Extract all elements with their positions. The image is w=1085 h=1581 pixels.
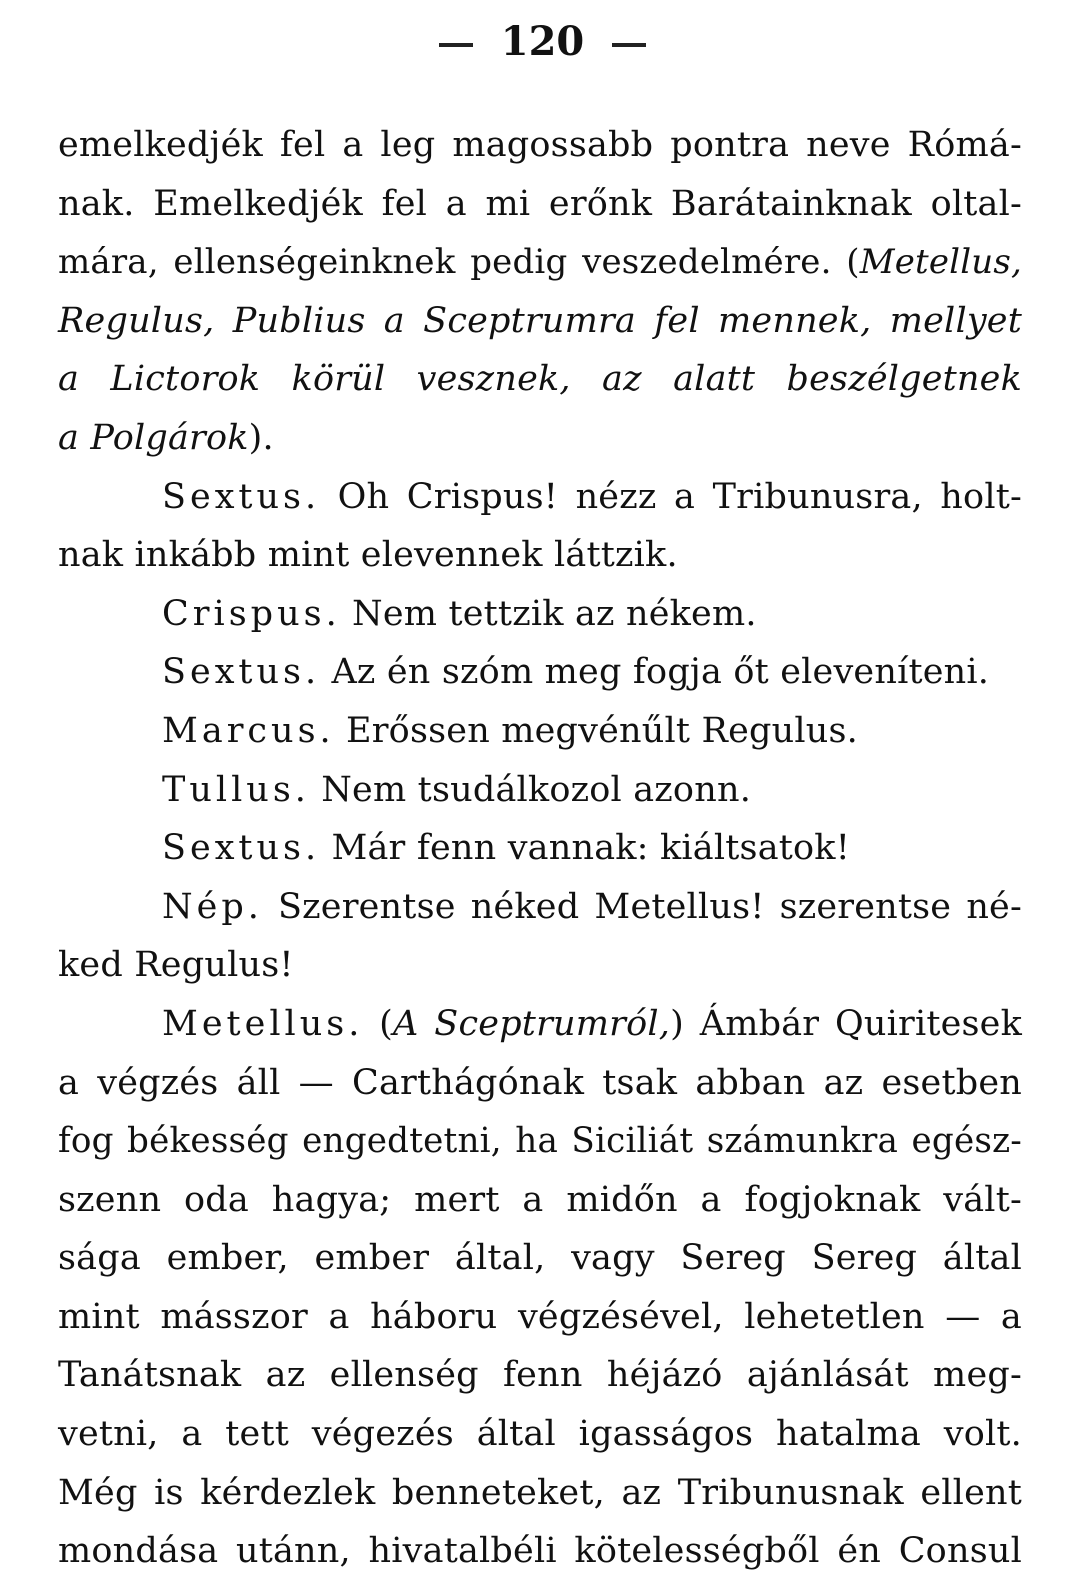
speaker-name: Crispus. <box>162 593 341 634</box>
stage-direction-line: a Polgárok). <box>58 417 274 458</box>
dialogue-line: Crispus. Nem tettzik az nékem. <box>162 593 757 634</box>
text-line: Tanátsnak az ellenség fenn héjázó ajánlását meg- <box>58 1355 1022 1396</box>
body-text <box>58 116 1022 1581</box>
text-line: sága ember, ember által, vagy Sereg Sereg által <box>58 1238 1022 1279</box>
dialogue-line: Nép. Szerentse néked Metellus! szerentse né- <box>162 886 1022 927</box>
dialogue-line: Tullus. Nem tsudálkozol azonn. <box>162 769 752 810</box>
text-line: Még is kérdezlek benneteket, az Tribunusnak ellent <box>58 1472 1022 1513</box>
dialogue-line: Marcus. Erőssen megvénűlt Regulus. <box>162 710 858 751</box>
speaker-name: Marcus. <box>162 710 335 751</box>
speaker-name: Nép. <box>162 886 263 927</box>
dialogue-line: Sextus. Oh Crispus! nézz a Tribunusra, holt- <box>162 476 1023 517</box>
stage-direction-line: Regulus, Publius a Sceptrumra fel mennek, mellyet <box>58 300 1022 341</box>
speaker-name: Sextus. <box>162 476 321 517</box>
page-number: 120 <box>500 18 585 65</box>
header-ornament-left <box>439 43 473 47</box>
text-line: emelkedjék fel a leg magossabb pontra neve Rómá- <box>58 125 1022 165</box>
speaker-name: Sextus. <box>162 828 321 869</box>
page-header <box>0 14 1085 70</box>
dialogue-line: Sextus. Az én szóm meg fogja őt eleveníteni. <box>162 652 990 693</box>
text-line: vetni, a tett végezés által igasságos hatalma volt. <box>58 1414 1022 1455</box>
text-line: mondása utánn, hivatalbéli kötelességből én Consul <box>58 1531 1022 1572</box>
text-line: mára, ellenségeinknek pedig veszedelmére. (Metellus, <box>58 242 1022 283</box>
speaker-name: Sextus. <box>162 652 321 693</box>
stage-direction-line: a Lictorok körül vesznek, az alatt beszélgetnek <box>58 359 1022 400</box>
header-ornament-right <box>612 43 646 47</box>
stage-direction: Metellus, <box>859 242 1022 283</box>
text-line: szenn oda hagya; mert a midőn a fogjoknak vált- <box>58 1179 1022 1220</box>
text-line: fog békesség engedtetni, ha Siciliát számunkra egész- <box>58 1121 1022 1162</box>
text-line: mint másszor a háboru végzésével, lehetetlen — a <box>58 1296 1022 1337</box>
speaker-name: Metellus. <box>162 1003 364 1044</box>
text-line: nak. Emelkedjék fel a mi erőnk Barátainknak oltal- <box>58 183 1022 224</box>
dialogue-line: Sextus. Már fenn vannak: kiáltsatok! <box>162 828 850 869</box>
text-line: nak inkább mint elevennek láttzik. <box>58 535 678 576</box>
dialogue-line: Metellus. (A Sceptrumról,) Ámbár Quiritesek <box>162 1003 1023 1044</box>
speaker-name: Tullus. <box>162 769 310 810</box>
stage-direction: A Sceptrumról, <box>393 1003 671 1044</box>
text-line: ked Regulus! <box>58 945 294 986</box>
text-line: a végzés áll — Carthágónak tsak abban az esetben <box>58 1062 1022 1103</box>
